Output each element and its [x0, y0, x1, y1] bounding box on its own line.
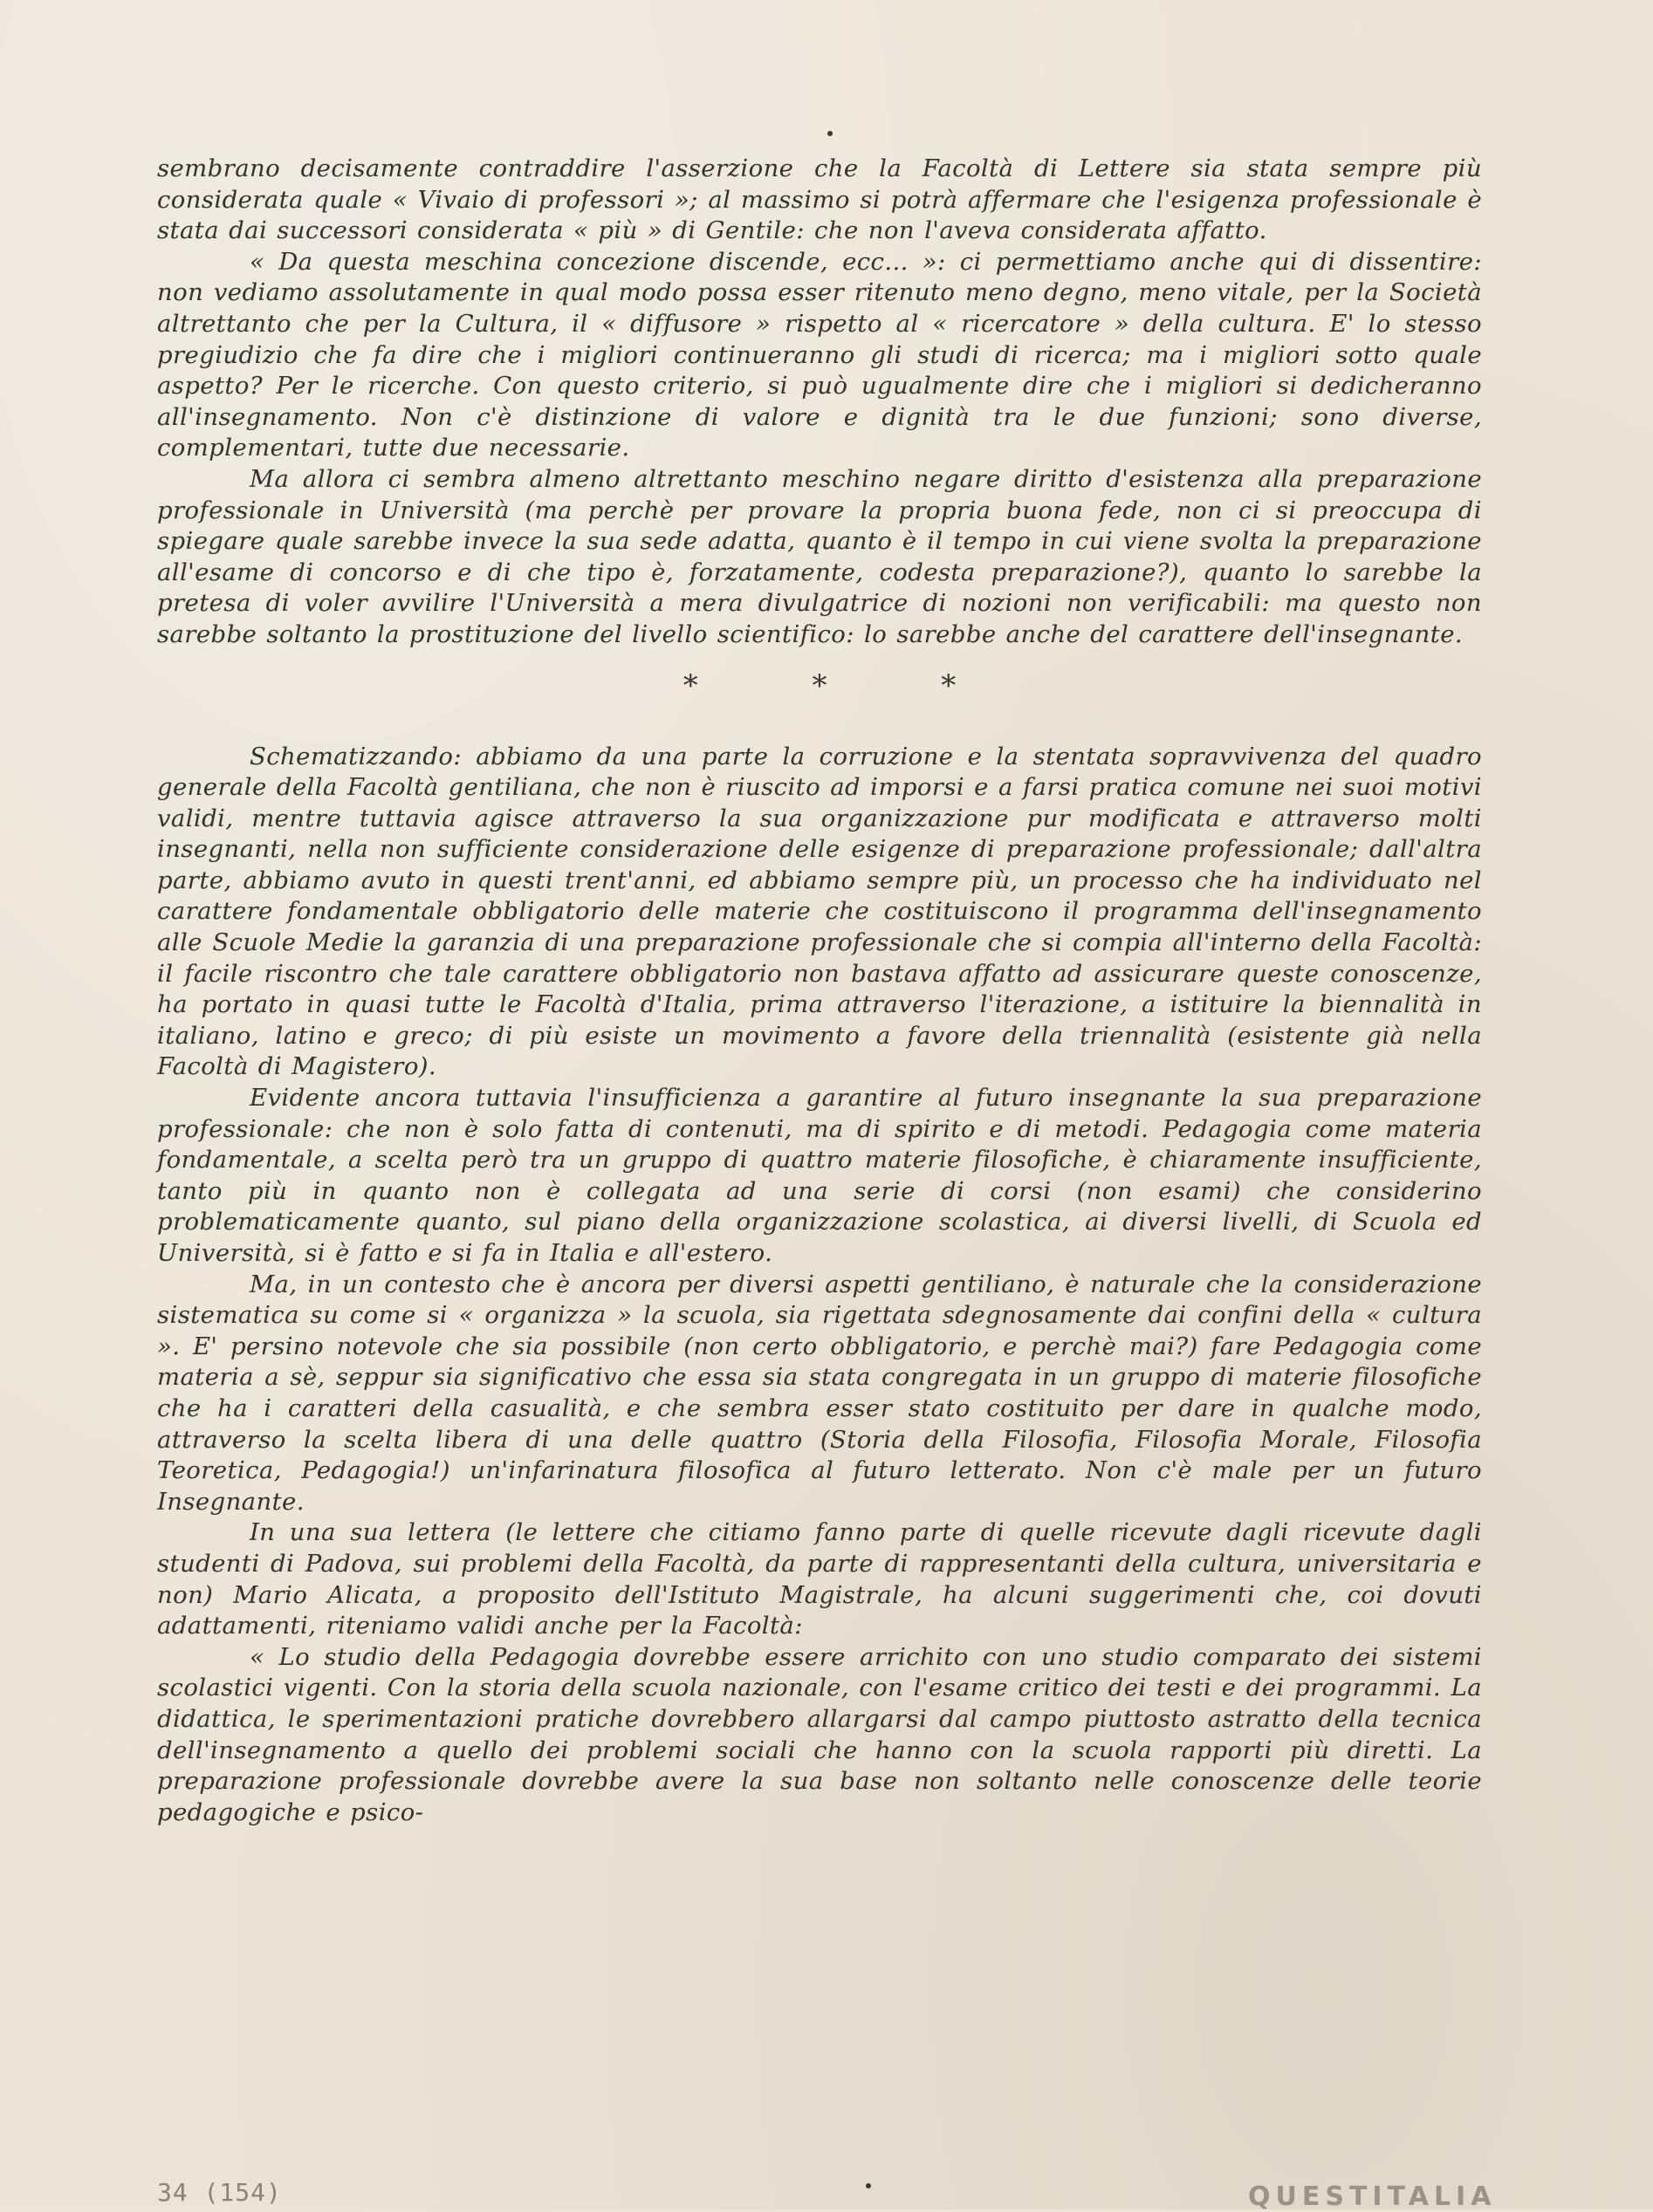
ink-speck	[827, 131, 833, 136]
footer-dot	[866, 2183, 871, 2188]
paragraph-6: Ma, in un contesto che è ancora per diversi aspetti gentiliano, è naturale che la considerazione sistematica su come si « organizza » la scuola, sia rigettata sdegnosamente dai confini della « cultura ». E' persino notevole che sia possibile (non certo obbligatorio, e perchè mai?) fare Pedagogia come materia a sè, seppur sia significativo che essa sia stata congregata in un gruppo di materie filosofiche che ha i caratteri della casualità, e che sembra esser stato costituito per dare in qualche modo, attraverso la scelta libera di una delle quattro (Storia della Filosofia, Filosofia Morale, Filosofia Teoretica, Pedagogia!) un'infarinatura filosofica al futuro letterato. Non c'è male per un futuro Insegnante.	[157, 1270, 1482, 1516]
paragraph-1: sembrano decisamente contraddire l'asserzione che la Facoltà di Lettere sia stata sempre più considerata quale « Vivaio di professori »; al massimo si potrà affermare che l'esigenza professionale è stata dai successori considerata « più » di Gentile: che non l'aveva considerata affatto.	[157, 154, 1482, 245]
paragraph-5: Evidente ancora tuttavia l'insufficienza a garantire al futuro insegnante la sua preparazione professionale: che non è solo fatta di contenuti, ma di spirito e di metodi. Pedagogia come materia fondamentale, a scelta però tra un gruppo di quattro materie filosofiche, è chiaramente insufficiente, tanto più in quanto non è collegata ad una serie di corsi (non esami) che considerino problematicamente quanto, sul piano della organizzazione scolastica, ai diversi livelli, di Scuola ed Università, si è fatto e si fa in Italia e all'estero.	[157, 1084, 1482, 1267]
page-number: 34 (154)	[157, 2178, 282, 2207]
paragraph-2: « Da questa meschina concezione discende, ecc... »: ci permettiamo anche qui di dissentire: non vediamo assolutamente in qual modo possa esser ritenuto meno degno, meno vitale, per la Società altrettanto che per la Cultura, il « diffusore » rispetto al « ricercatore » della cultura. E' lo stesso pregiudizio che fa dire che i migliori continueranno gli studi di ricerca; ma i migliori sotto quale aspetto? Per le ricerche. Con questo criterio, si può ugualmente dire che i migliori si dedicheranno all'insegnamento. Non c'è distinzione di valore e dignità tra le due funzioni; sono diverse, complementari, tutte due necessarie.	[157, 247, 1482, 462]
section-separator: * * *	[682, 668, 1009, 703]
paragraph-8: « Lo studio della Pedagogia dovrebbe essere arrichito con uno studio comparato dei sistemi scolastici vigenti. Con la storia della scuola nazionale, con l'esame critico dei testi e dei programmi. La didattica, le sperimentazioni pratiche dovrebbero allargarsi dal campo piuttosto astratto della tecnica dell'insegnamento a quello dei problemi sociali che hanno con la scuola rapporti più diretti. La preparazione professionale dovrebbe avere la sua base non soltanto nelle conoscenze delle teorie pedagogiche e psico-	[157, 1642, 1482, 1826]
paragraph-4: Schematizzando: abbiamo da una parte la corruzione e la stentata sopravvivenza del quadro generale della Facoltà gentiliana, che non è riuscito ad imporsi e a farsi pratica comune nei suoi motivi validi, mentre tuttavia agisce attraverso la sua organizzazione pur modificata e attraverso molti insegnanti, nella non sufficiente considerazione delle esigenze di preparazione professionale; dall'altra parte, abbiamo avuto in questi trent'anni, ed abbiamo sempre più, un processo che ha individuato nel carattere fondamentale obbligatorio delle materie che costituiscono il programma dell'insegnamento alle Scuole Medie la garanzia di una preparazione professionale che si compia all'interno della Facoltà: il facile riscontro che tale carattere obbligatorio non bastava affatto ad assicurare queste conoscenze, ha portato in quasi tutte le Facoltà d'Italia, prima attraverso l'iterazione, a istituire la biennalità in italiano, latino e greco; di più esiste un movimento a favore della triennalità (esistente già nella Facoltà di Magistero).	[157, 742, 1482, 1081]
journal-name: QUESTITALIA	[1248, 2181, 1497, 2212]
paragraph-3: Ma allora ci sembra almeno altrettanto meschino negare diritto d'esistenza alla preparazione professionale in Università (ma perchè per provare la propria buona fede, non ci si preoccupa di spiegare quale sarebbe invece la sua sede adatta, quanto è il tempo in cui viene svolta la preparazione all'esame di concorso e di che tipo è, forzatamente, codesta preparazione?), quanto lo sarebbe la pretesa di voler avvilire l'Università a mera divulgatrice di nozioni non verificabili: ma questo non sarebbe soltanto la prostituzione del livello scientifico: lo sarebbe anche del carattere dell'insegnante.	[157, 464, 1482, 648]
article-body	[157, 154, 1482, 1828]
paragraph-7: In una sua lettera (le lettere che citiamo fanno parte di quelle ricevute dagli ricevute dagli studenti di Padova, sui problemi della Facoltà, da parte di rappresentanti della cultura, universitaria e non) Mario Alicata, a proposito dell'Istituto Magistrale, ha alcuni suggerimenti che, coi dovuti adattamenti, riteniamo validi anche per la Facoltà:	[157, 1518, 1482, 1640]
